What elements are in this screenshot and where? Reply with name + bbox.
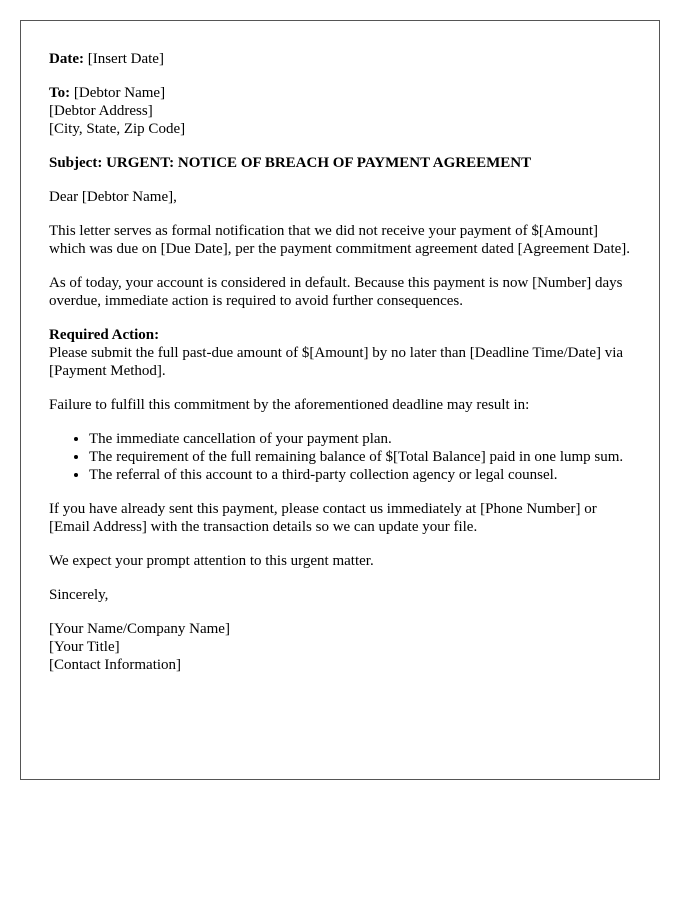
consequences-list [49, 430, 631, 484]
signature-block [49, 620, 631, 674]
required-action-block [49, 326, 631, 380]
date-value: [Insert Date] [87, 51, 164, 67]
paragraph-contact: If you have already sent this payment, please contact us immediately at [Phone Number] or [Email Address] with the transaction details so we can update your file. [49, 501, 597, 535]
to-label: To: [49, 85, 71, 101]
closing: Sincerely, [49, 587, 109, 603]
list-item: • The immediate cancellation of your payment plan. [89, 430, 631, 448]
recipient-name: [Debtor Name] [73, 85, 166, 101]
required-action-text: Please submit the full past-due amount of $[Amount] by no later than [Deadline Time/Date] via [Payment Method]. [49, 345, 624, 379]
list-item: • The requirement of the full remaining balance of $[Total Balance] paid in one lump sum. [89, 448, 631, 466]
subject-label: Subject: [49, 155, 103, 171]
signature-contact: [Contact Information] [49, 657, 182, 673]
list-item: • The referral of this account to a third-party collection agency or legal counsel. [89, 466, 631, 484]
paragraph-notification: This letter serves as formal notification that we did not receive your payment of $[Amount] which was due on [Due Date], per the payment commitment agreement dated [Agreement Date]. [49, 223, 631, 257]
paragraph-failure: Failure to fulfill this commitment by the aforementioned deadline may result in: [49, 397, 530, 413]
subject-value: URGENT: NOTICE OF BREACH OF PAYMENT AGREEMENT [106, 155, 532, 171]
paragraph-urgent: We expect your prompt attention to this urgent matter. [49, 553, 374, 569]
recipient-block [49, 84, 631, 138]
letter-page [20, 20, 660, 780]
required-action-label: Required Action: [49, 327, 160, 343]
recipient-name-line [49, 84, 631, 102]
date-line [49, 50, 631, 68]
signature-title: [Your Title] [49, 639, 120, 655]
salutation: Dear [Debtor Name], [49, 189, 177, 205]
date-label: Date: [49, 51, 84, 67]
recipient-address: [Debtor Address] [49, 103, 153, 119]
signature-name: [Your Name/Company Name] [49, 621, 230, 637]
paragraph-default: As of today, your account is considered in default. Because this payment is now [Number] days overdue, immediate action is required to avoid further consequences. [49, 275, 623, 309]
recipient-city: [City, State, Zip Code] [49, 121, 186, 137]
subject-line [49, 154, 631, 172]
